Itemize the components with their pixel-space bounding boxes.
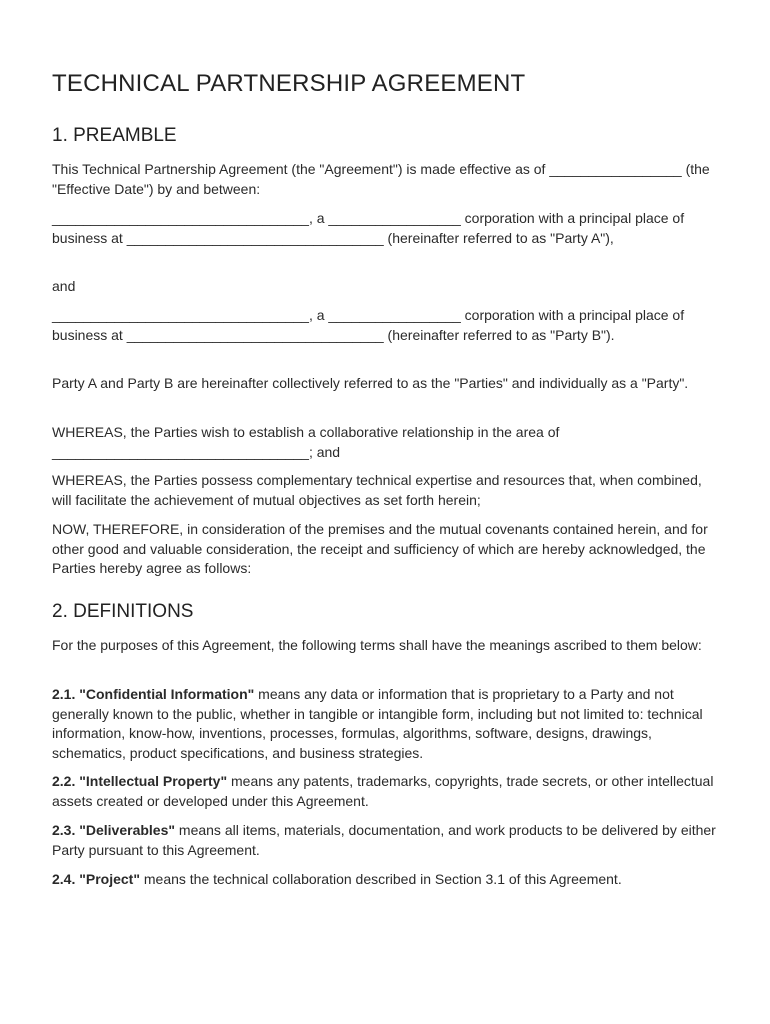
and-paragraph: and	[52, 278, 76, 294]
definition-text: means the technical collaboration described in Section 3.1 of this Agreement.	[139, 871, 622, 887]
preamble-paragraph: This Technical Partnership Agreement (the "Agreement") is made effective as of _________________ (the "Effective Date") by and between:	[52, 161, 710, 197]
section-heading-preamble: 1. PREAMBLE	[52, 125, 177, 146]
section-heading-definitions: 2. DEFINITIONS	[52, 601, 194, 622]
party-a-paragraph: _________________________________, a _________________ corporation with a principal place of business at _________________________________ (hereinafter referred to as "Party A"),	[52, 210, 685, 246]
definition-text: means any patents, trademarks, copyrights, trade secrets, or other intellectual assets created or developed under this Agreement.	[52, 773, 714, 809]
definition-text: means all items, materials, documentation, and work products to be delivered by either Party pursuant to this Agreement.	[52, 822, 716, 858]
whereas-paragraph-1: WHEREAS, the Parties wish to establish a collaborative relationship in the area of _________________________________; and	[52, 424, 560, 460]
party-b-paragraph: _________________________________, a _________________ corporation with a principal place of business at _________________________________ (hereinafter referred to as "Party B").	[52, 307, 685, 343]
now-therefore-paragraph: NOW, THEREFORE, in consideration of the premises and the mutual covenants contained herein, and for other good and valuable consideration, the receipt and sufficiency of which are hereby acknowledged, the Parties hereby agree as follows:	[52, 521, 708, 576]
definition-item	[52, 685, 722, 763]
whereas-paragraph-2: WHEREAS, the Parties possess complementary technical expertise and resources that, when combined, will facilitate the achievement of mutual objectives as set forth herein;	[52, 472, 702, 508]
document-title: TECHNICAL PARTNERSHIP AGREEMENT	[52, 70, 526, 97]
definition-item	[52, 870, 722, 890]
definition-text: means any data or information that is proprietary to a Party and not generally known to the public, whether in tangible or intangible form, including but not limited to: technical information, know-how, inventions, processes, formulas, algorithms, software, designs, drawings, schematics, product specifications, and business strategies.	[52, 686, 703, 761]
definition-term: 2.1. "Confidential Information"	[52, 686, 255, 702]
definition-item	[52, 821, 722, 860]
definition-term: 2.3. "Deliverables"	[52, 822, 176, 838]
definitions-intro: For the purposes of this Agreement, the following terms shall have the meanings ascribed to them below:	[52, 637, 702, 653]
definition-term: 2.4. "Project"	[52, 871, 140, 887]
definition-item	[52, 772, 722, 811]
definition-term: 2.2. "Intellectual Property"	[52, 773, 228, 789]
parties-paragraph: Party A and Party B are hereinafter collectively referred to as the "Parties" and individually as a "Party".	[52, 375, 689, 391]
